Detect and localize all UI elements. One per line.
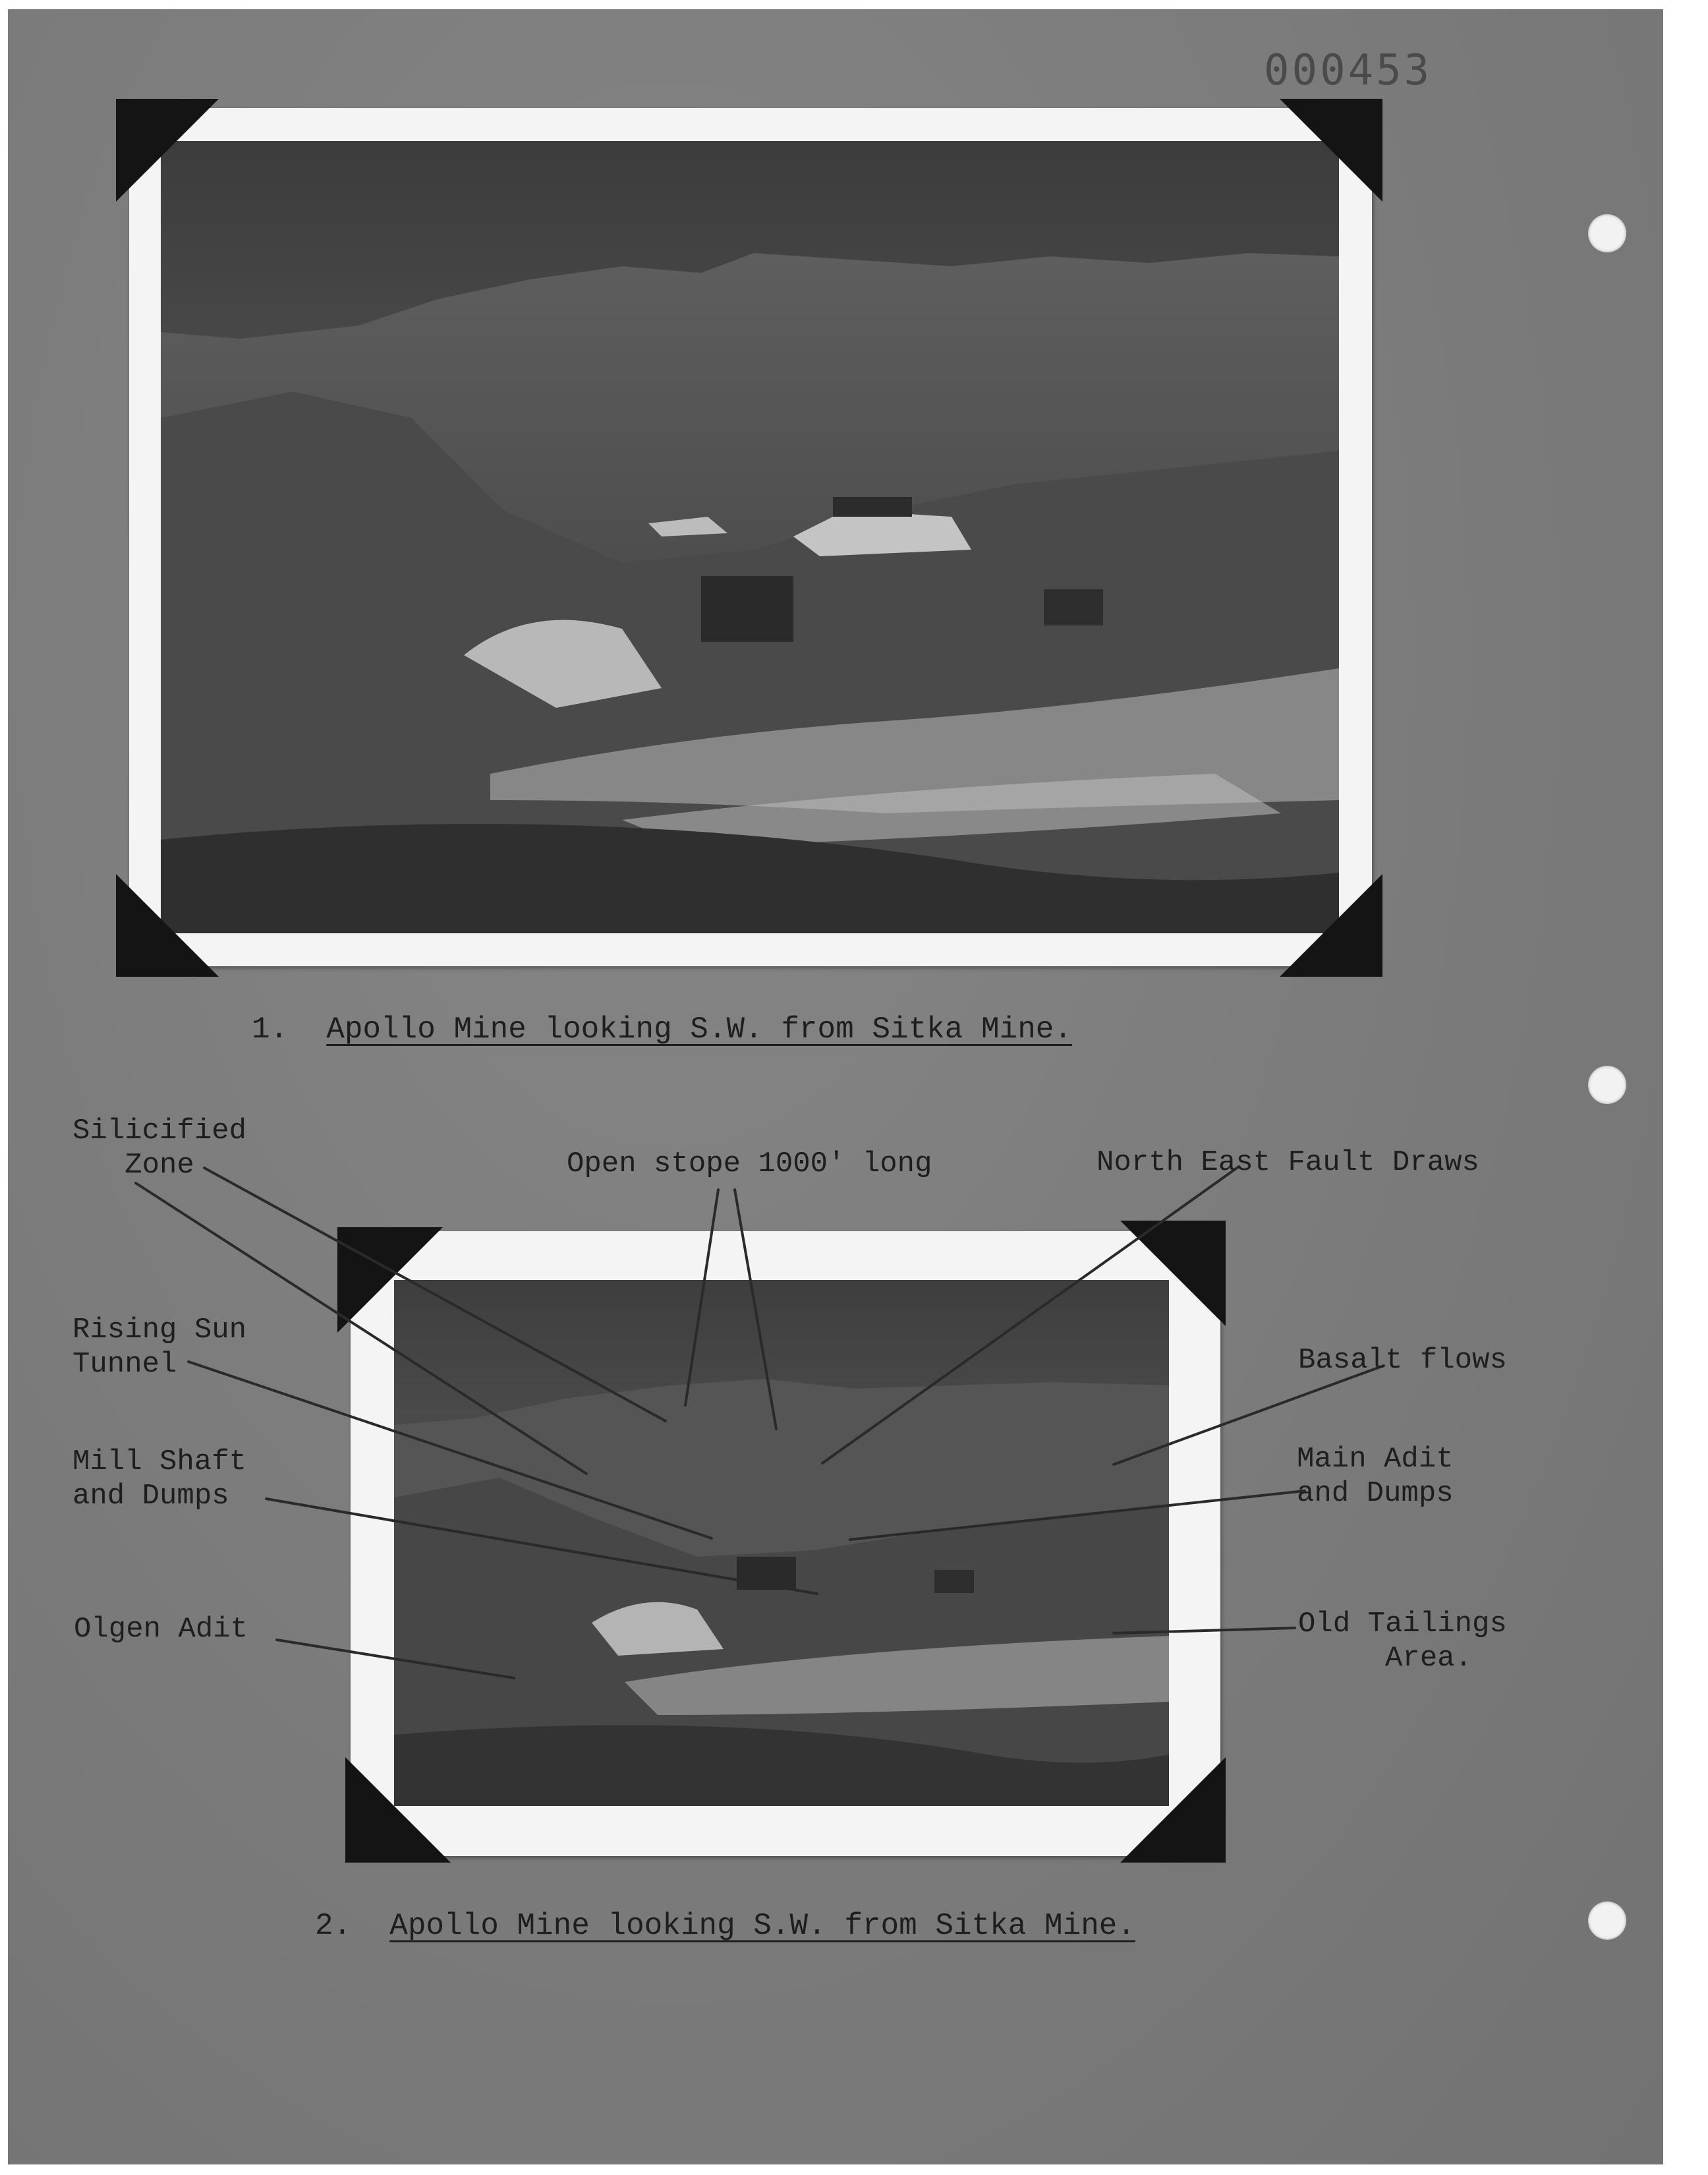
photo-1-corner-bottom-right bbox=[1280, 874, 1382, 977]
label-olgen-adit: Olgen Adit bbox=[74, 1613, 248, 1646]
photo-2-caption-text: Apollo Mine looking S.W. from Sitka Mine. bbox=[389, 1909, 1136, 1943]
binder-hole-bottom bbox=[1588, 1901, 1626, 1940]
label-rising-sun-tunnel: Rising Sun Tunnel bbox=[72, 1314, 247, 1381]
photo-1-number: 1. bbox=[252, 1012, 289, 1047]
label-mill-shaft-and-dumps: Mill Shaft and Dumps bbox=[72, 1445, 247, 1513]
label-old-tailings-area: Old Tailings Area. bbox=[1298, 1608, 1507, 1675]
photo-1-landscape bbox=[161, 141, 1339, 933]
label-open-stope: Open stope 1000' long bbox=[567, 1147, 932, 1180]
photo-2-corner-bottom-left bbox=[345, 1757, 451, 1863]
photo-2-corner-bottom-right bbox=[1120, 1757, 1226, 1863]
photo-2-caption bbox=[315, 1909, 1135, 1943]
label-north-east-fault-draws: North East Fault Draws bbox=[1096, 1146, 1479, 1179]
photo-2-corner-top-right bbox=[1120, 1221, 1226, 1326]
photo-2-corner-top-left bbox=[337, 1227, 443, 1333]
binder-hole-middle bbox=[1588, 1066, 1626, 1104]
photo-1-corner-bottom-left bbox=[116, 874, 219, 977]
photo-2-number: 2. bbox=[315, 1909, 352, 1943]
photo-1-corner-top-right bbox=[1280, 99, 1382, 202]
page-number: 000453 bbox=[1264, 46, 1433, 95]
photo-1-caption bbox=[252, 1012, 1072, 1047]
photo-2-landscape bbox=[394, 1280, 1169, 1806]
binder-hole-top bbox=[1588, 214, 1626, 252]
photo-1-caption-text: Apollo Mine looking S.W. from Sitka Mine. bbox=[326, 1012, 1073, 1047]
photo-1-corner-top-left bbox=[116, 99, 219, 202]
label-basalt-flows: Basalt flows bbox=[1298, 1344, 1507, 1377]
label-silicified-zone: Silicified Zone bbox=[72, 1115, 247, 1182]
label-main-adit-and-dumps: Main Adit and Dumps bbox=[1297, 1443, 1454, 1510]
